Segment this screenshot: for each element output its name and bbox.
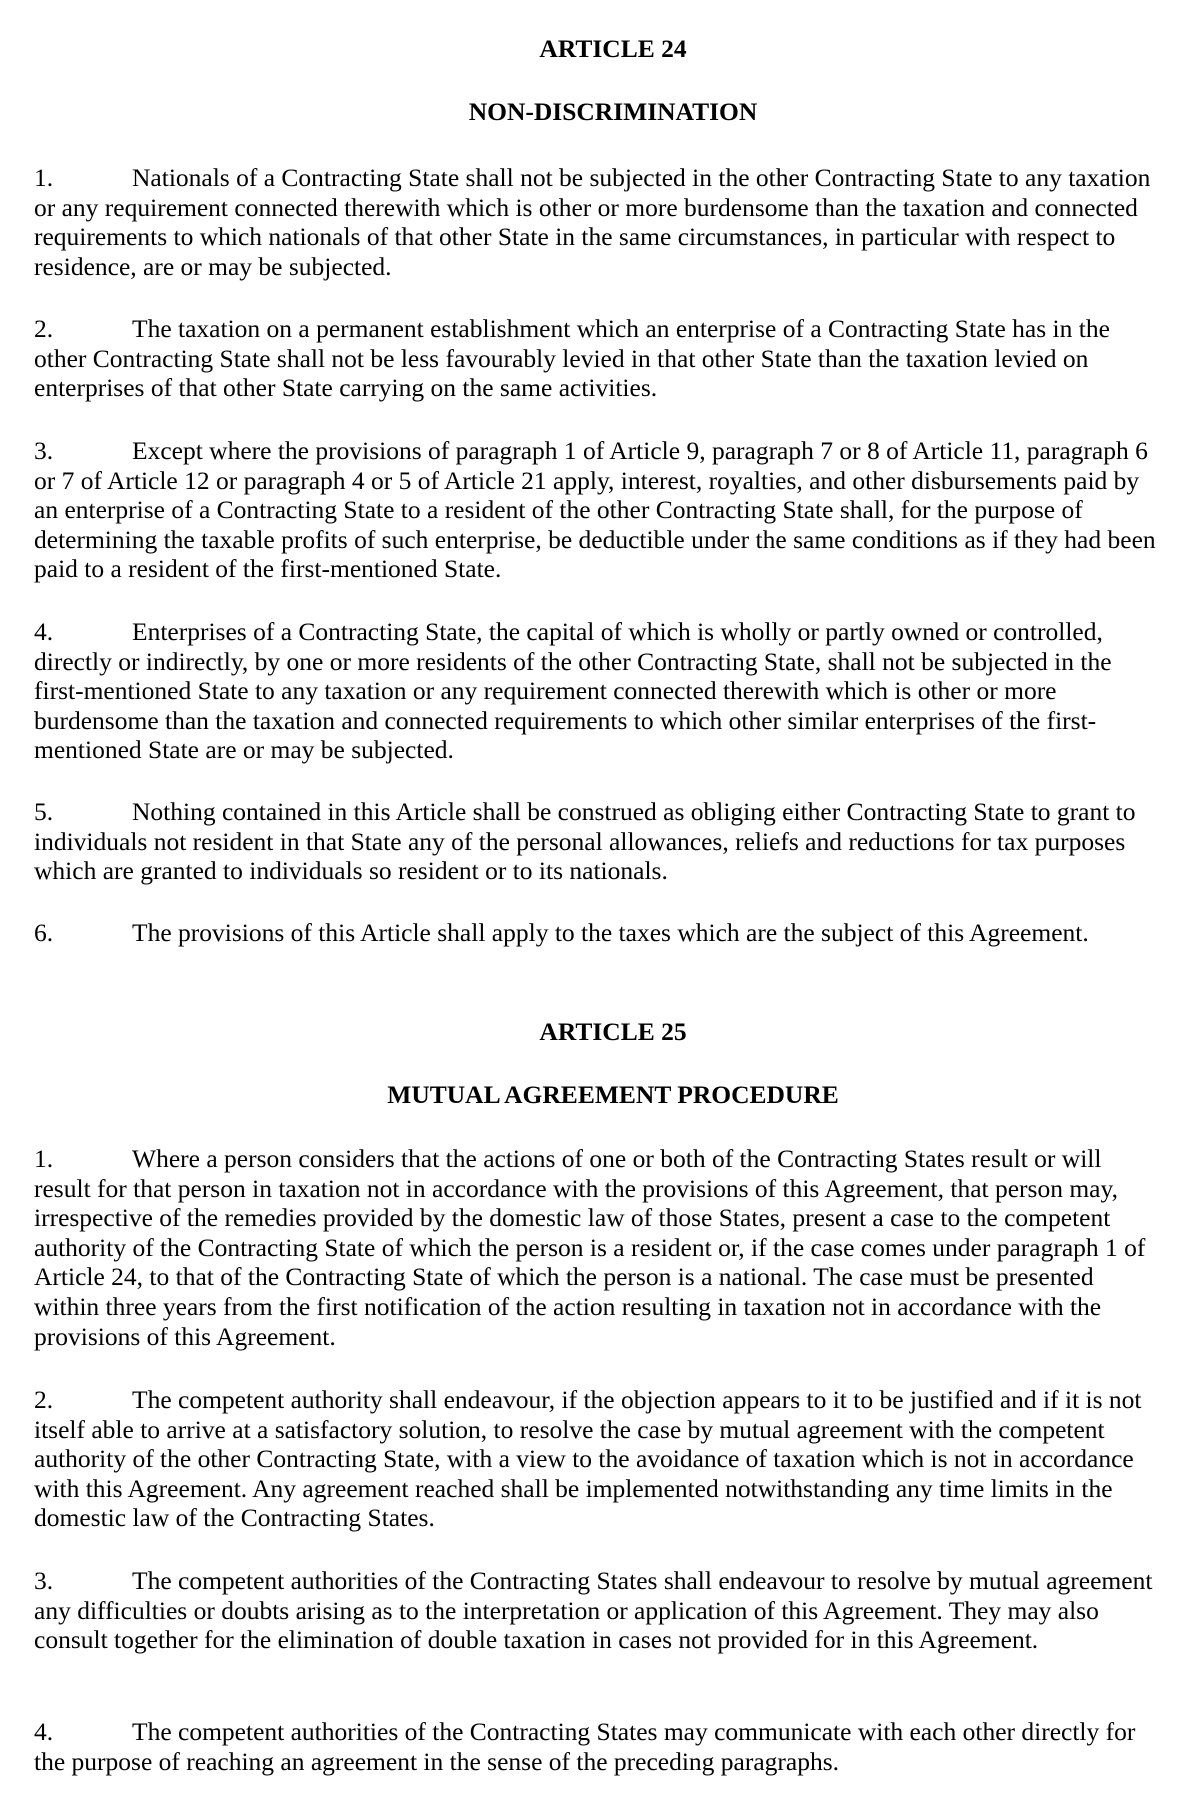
article-25-title: MUTUAL AGREEMENT PROCEDURE: [387, 1080, 839, 1109]
paragraph-text: The competent authority shall endeavour, if the objection appears to it to be justified and if it is not itself able to arrive at a satisfactory solution, to resolve the case by mutual agreement with the competent authority of the other Contracting State, with a view to the avoidance of taxation which is not in accordance with this Agreement. Any agreement reached shall be implemented notwithstanding any time limits in the domestic law of the Contracting States.: [34, 1385, 1142, 1533]
paragraph-number: 4.: [34, 1717, 54, 1746]
paragraph-number: 2.: [34, 1385, 54, 1414]
article-24-title: NON-DISCRIMINATION: [468, 97, 758, 126]
article-24-paragraph-2: [34, 314, 1164, 403]
paragraph-number: 4.: [34, 617, 54, 646]
article-25-number: ARTICLE 25: [539, 1017, 687, 1046]
paragraph-text: Nationals of a Contracting State shall not be subjected in the other Contracting State to any taxation or any requirement connected therewith which is other or more burdensome than the taxation and connected requirements to which nationals of that other State in the same circumstances, in particular with respect to residence, are or may be subjected.: [34, 163, 1151, 281]
paragraph-text: The taxation on a permanent establishment which an enterprise of a Contracting State has in the other Contracting State shall not be less favourably levied in that other State than the taxation levied on enterprises of that other State carrying on the same activities.: [34, 314, 1110, 403]
paragraph-text: Except where the provisions of paragraph 1 of Article 9, paragraph 7 or 8 of Article 11, paragraph 6 or 7 of Article 12 or paragraph 4 or 5 of Article 21 apply, interest, royalties, and other disbursements paid by an enterprise of a Contracting State to a resident of the other Contracting State shall, for the purpose of determining the taxable profits of such enterprise, be deductible under the same conditions as if they had been paid to a resident of the first-mentioned State.: [34, 436, 1156, 584]
article-25-paragraph-3: [34, 1566, 1164, 1655]
article-24-paragraph-1: [34, 163, 1164, 281]
paragraph-text: The competent authorities of the Contracting States shall endeavour to resolve by mutual agreement any difficulties or doubts arising as to the interpretation or application of this Agreement. They may also consult together for the elimination of double taxation in cases not provided for in this Agreement.: [34, 1566, 1153, 1655]
article-25-paragraph-1: [34, 1144, 1164, 1351]
paragraph-number: 6.: [34, 918, 54, 947]
paragraph-text: Where a person considers that the actions of one or both of the Contracting States result or will result for that person in taxation not in accordance with the provisions of this Agreement, that person may, irrespective of the remedies provided by the domestic law of those States, present a case to the competent authority of the Contracting State of which the person is a resident or, if the case comes under paragraph 1 of Article 24, to that of the Contracting State of which the person is a national. The case must be presented within three years from the first notification of the action resulting in taxation not in accordance with the provisions of this Agreement.: [34, 1144, 1146, 1351]
paragraph-number: 5.: [34, 797, 54, 826]
article-24-paragraph-4: [34, 617, 1164, 765]
article-25-paragraph-2: [34, 1385, 1164, 1533]
article-25-paragraph-4: [34, 1717, 1164, 1776]
paragraph-number: 1.: [34, 163, 54, 192]
paragraph-text: Enterprises of a Contracting State, the capital of which is wholly or partly owned or controlled, directly or indirectly, by one or more residents of the other Contracting State, shall not be subjected in the first-mentioned State to any taxation or any requirement connected therewith which is other or more burdensome than the taxation and connected requirements to which other similar enterprises of the first-mentioned State are or may be subjected.: [34, 617, 1112, 765]
paragraph-number: 1.: [34, 1144, 54, 1173]
paragraph-number: 3.: [34, 436, 54, 465]
paragraph-number: 2.: [34, 314, 54, 343]
article-24-paragraph-6: [34, 918, 1164, 948]
paragraph-number: 3.: [34, 1566, 54, 1595]
paragraph-text: The competent authorities of the Contracting States may communicate with each other directly for the purpose of reaching an agreement in the sense of the preceding paragraphs.: [34, 1717, 1136, 1776]
paragraph-text: The provisions of this Article shall apply to the taxes which are the subject of this Agreement.: [132, 918, 1089, 947]
paragraph-text: Nothing contained in this Article shall be construed as obliging either Contracting State to grant to individuals not resident in that State any of the personal allowances, reliefs and reductions for tax purposes which are granted to individuals so resident or to its nationals.: [34, 797, 1136, 886]
article-24-paragraph-3: [34, 436, 1164, 584]
article-24-paragraph-5: [34, 797, 1164, 886]
article-24-number: ARTICLE 24: [539, 34, 687, 63]
